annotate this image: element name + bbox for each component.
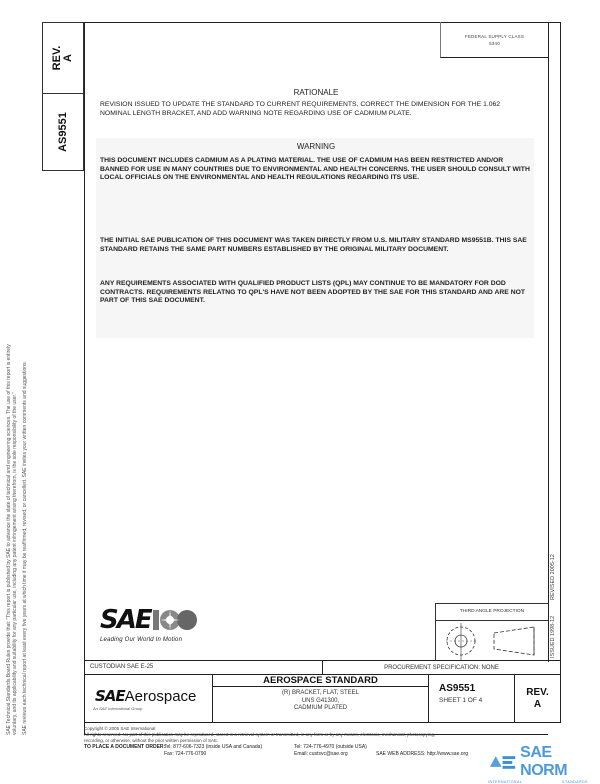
third-angle-projection [435, 603, 548, 660]
watermark-text: SAE NORM [520, 744, 568, 779]
revision-value: A [62, 54, 74, 62]
warning-heading: WARNING [296, 142, 336, 151]
sae-aerospace-subtitle: An SAE International Group [93, 706, 143, 711]
rationale-heading: RATIONALE [293, 88, 339, 97]
sae-norm-watermark [488, 744, 600, 784]
rev-value: A [533, 699, 542, 710]
revision-tab [42, 22, 84, 94]
margin-note-line2: voluntary, and its applicability and suitability for any particular use, including any patent infringement arising therefrom, is the sole responsibility of the user." [12, 392, 18, 735]
projection-symbol-icon [436, 621, 548, 661]
revision-label: REV. [51, 45, 63, 71]
revised-date: REVISED 2005-12 [550, 554, 556, 600]
fsc-box [440, 22, 548, 58]
custodian-label: CUSTODIAN SAE E-25 [90, 664, 154, 670]
sae-aerospace-logo [84, 675, 212, 723]
title-line-1: (R) BRACKET, FLAT, STEEL [282, 690, 359, 696]
document-number-cell [428, 675, 514, 723]
sae-tagline: Leading Our World In Motion [100, 637, 183, 643]
copyright: Copyright © 2005 SAE International [84, 726, 156, 731]
custodian-row [84, 660, 561, 674]
document-number: AS9551 [439, 683, 476, 694]
sae-aerospace-bold: SAE [95, 687, 125, 705]
projection-title: THIRD ANGLE PROJECTION [436, 604, 548, 621]
tel-intl[interactable]: Tel: 724-776-4970 (outside USA) [294, 744, 367, 750]
sae-watermark-icon [488, 753, 517, 771]
rights-line-2: recording, or otherwise, without the prior written permission of SAE. [84, 738, 219, 743]
sae-aerospace-light: Aerospace [124, 688, 197, 705]
tel-us[interactable]: Tel: 877-606-7323 (inside USA and Canada) [164, 744, 263, 750]
document-title-cell [212, 675, 428, 723]
centennial-100-icon [152, 607, 198, 633]
web-address-link[interactable]: SAE WEB ADDRESS: http://www.sae.org [376, 751, 468, 757]
rights-line-1: All rights reserved. No part of this publication may be reproduced, stored in a retrieval system or transmitted, in any form or by any means, electronic, mechanical, photocopying, [84, 732, 436, 737]
watermark-sub-right: STANDARDS [562, 780, 588, 784]
fsc-label: FEDERAL SUPPLY CLASS [464, 34, 525, 39]
revision-cell [514, 675, 560, 723]
title-line-3: CADMIUM PLATED [293, 705, 348, 711]
margin-note-line1: SAE Technical Standards Board Rules provide that: "This report is published by SAE to advance the state of technical and engineering sciences. The use of this report is entirely [6, 344, 12, 735]
title-line-2: UNS G41300, [301, 697, 340, 704]
document-number-tab [42, 93, 84, 171]
sae-wordmark: SAE [100, 605, 151, 635]
qpl-paragraph: ANY REQUIREMENTS ASSOCIATED WITH QUALIFIED PRODUCT LISTS (QPL) MAY CONTINUE TO BE MANDATORY FOR DOD CONTRACTS. REQUIREMENTS RELATNG TO QPL'S HAVE NOT BEEN ADOPTED BY THE SAE FOR THIS STANDARD AND ARE NOT PART OF THIS SAE DOCUMENT. [100, 280, 526, 305]
sae100-logo [100, 605, 198, 643]
title-block [84, 674, 561, 723]
origin-paragraph: THE INITIAL SAE PUBLICATION OF THIS DOCUMENT WAS TAKEN DIRECTLY FROM U.S. MILITARY STANDARD MS9551B. THIS SAE STANDARD RETAINS THE SAME PART NUMBERS ESTABLISHED BY THE ORIGINAL MILITARY DOCUMENT. [100, 237, 527, 253]
email-link[interactable]: Email: custsvc@sae.org [294, 751, 348, 757]
sheet-number: SHEET 1 OF 4 [439, 697, 483, 704]
order-label: TO PLACE A DOCUMENT ORDER: [84, 744, 166, 750]
revision-tab-text [52, 46, 74, 71]
fsc-value: 5340 [489, 41, 500, 46]
issued-date: ISSUED 1998-12 [550, 615, 556, 658]
watermark-sub-left: INTERNATIONAL [488, 780, 523, 784]
rev-label: REV. [526, 687, 549, 698]
fax: Fax: 724-776-0790 [164, 751, 207, 757]
document-title [213, 687, 428, 713]
standard-type-heading: AEROSPACE STANDARD [213, 675, 428, 687]
warning-text: THIS DOCUMENT INCLUDES CADMIUM AS A PLATING MATERIAL. THE USE OF CADMIUM HAS BEEN RESTRICTED AND/OR BANNED FOR USE IN MANY COUNTRIES DUE TO ENVIRONMENTAL AND HEALTH CONCERNS. THE USER SHOULD CONSULT WITH LOCAL OFFICIALS ON THE ENVIRONMENTAL AND HEALTH REGULATIONS REGARDING ITS USE. [100, 157, 530, 182]
procurement-spec: PROCUREMENT SPECIFICATION: NONE [384, 665, 499, 671]
margin-note-line3: SAE reviews each technical report at least every five years at which time it may be reaffirmed, revised, or cancelled. SAE invites your written comments and suggestions. [22, 361, 28, 735]
document-number-vertical: AS9551 [57, 112, 69, 152]
rationale-text: REVISION ISSUED TO UPDATE THE STANDARD TO CURRENT REQUIREMENTS, CORRECT THE DIMENSION FOR THE 1.062 NOMINAL LENGTH BRACKET, AND ADD WARNING NOTE REGARDING USE OF CADMIUM PLATE. [100, 101, 501, 117]
